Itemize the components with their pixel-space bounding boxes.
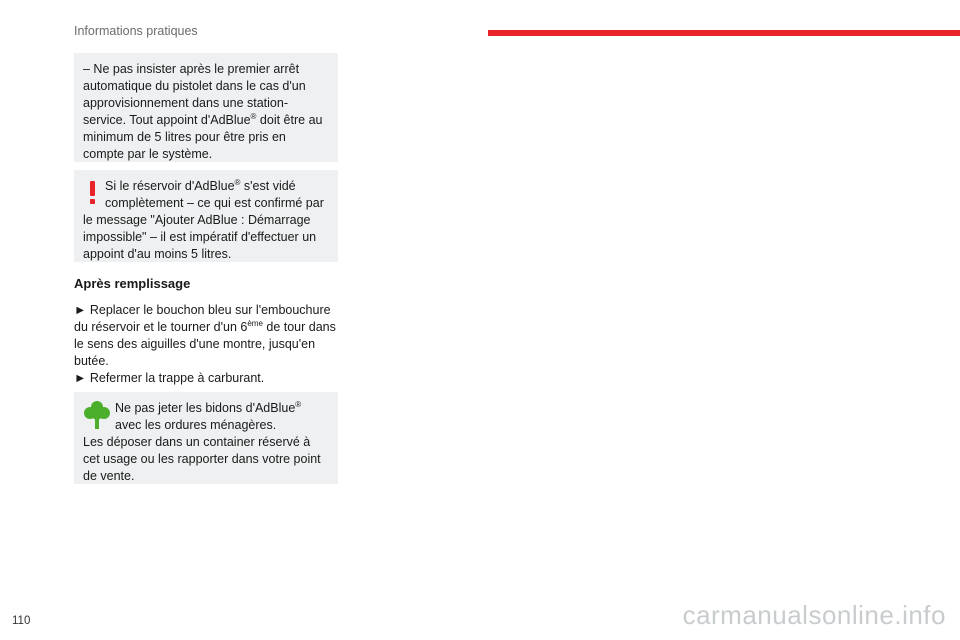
watermark: carmanualsonline.info [682,600,946,630]
notice-box [74,53,338,162]
eco-text-1: Ne pas jeter les bidons d'AdBlue® avec les ordures ménagères. [115,399,302,432]
notice-text: – Ne pas insister après le premier arrêt automatique du pistolet dans le cas d'un approvisionnement dans une station-service. Tout appoint d'AdBlue® doit être au minimum de 5 litres pour être pris en compte par le système. [83,62,323,161]
step-2: ► Refermer la trappe à carburant. [74,371,265,385]
content-column [74,53,338,484]
header-accent-bar [488,30,960,36]
warning-text: Si le réservoir d'AdBlue® s'est vidé complètement – ce qui est confirmé par le message "Ajouter AdBlue : Démarrage impossible" – il est impératif d'effectuer un appoint d'au moins 5 litres. [83,177,324,261]
eco-text-2: Les déposer dans un container réservé à cet usage ou les rapporter dans votre point de vente. [83,435,321,483]
warning-exclamation-icon [83,178,105,212]
step-1: ► Replacer le bouchon bleu sur l'embouchure du réservoir et le tourner d'un 6ème de tour dans le sens des aiguilles d'une montre, jusqu'en butée. [74,303,336,368]
page-header-title: Informations pratiques [74,24,198,38]
section-heading: Après remplissage [74,276,191,291]
section-body [74,302,338,387]
page-number: 110 [12,615,31,627]
eco-box [74,392,338,484]
warning-box [74,170,338,262]
eco-tree-icon [83,400,115,434]
